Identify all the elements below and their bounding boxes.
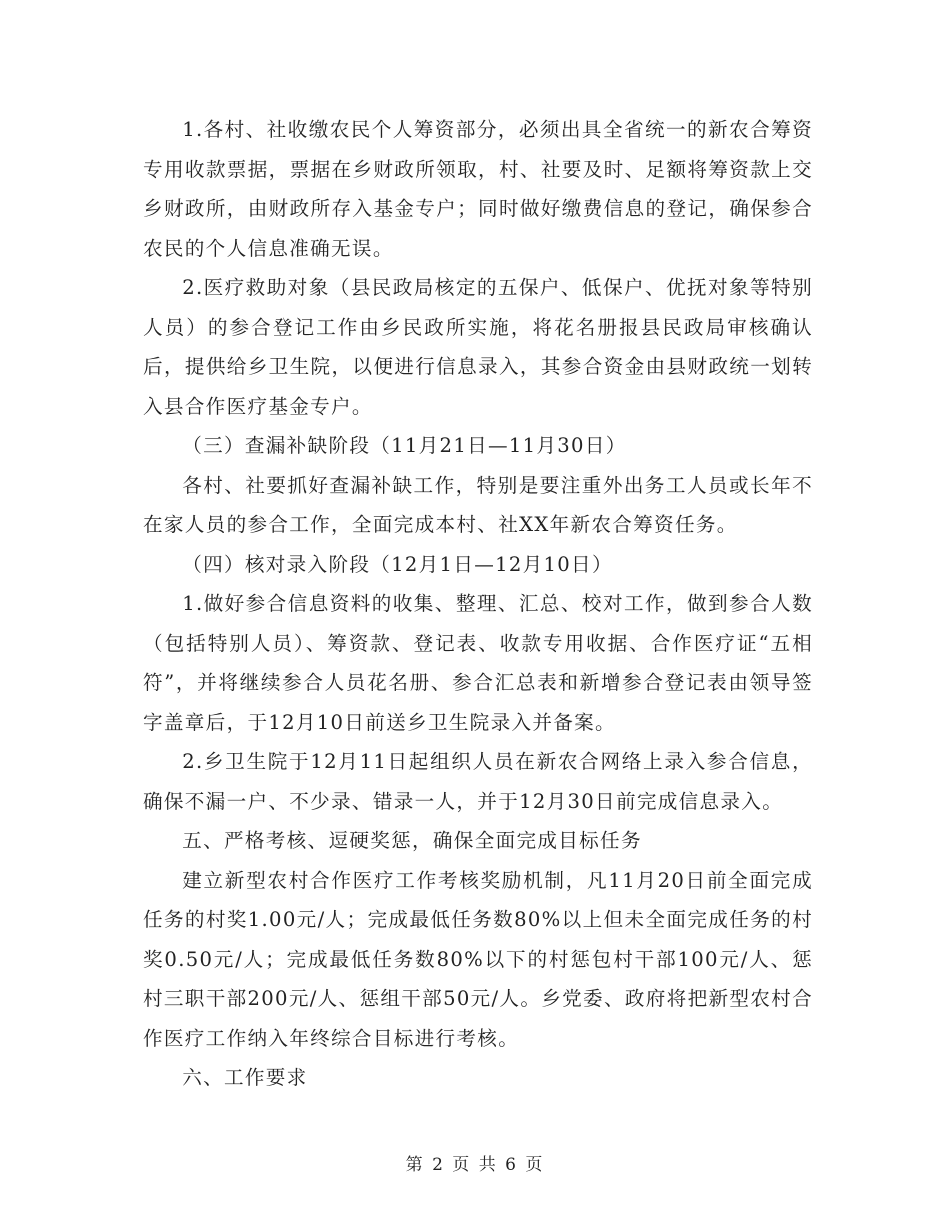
section-heading-assessment: 五、严格考核、逗硬奖惩，确保全面完成目标任务 (182, 829, 642, 852)
paragraph-check-fill: 各村、社要抓好查漏补缺工作，特别是要注重外出务工人员或长年不在家人员的参合工作，全面完成本村、社XX年新农合筹资任务。 (143, 473, 813, 536)
section-heading-work-requirements: 六、工作要求 (182, 1066, 308, 1089)
paragraph-collection-item-1: 1.各村、社收缴农民个人筹资部分，必须出具全省统一的新农合筹资专用收款票据，票据在乡财政所领取，村、社要及时、足额将筹资款上交乡财政所，由财政所存入基金专户；同时做好缴费信息的登记，确保参合农民的个人信息准确无误。 (143, 118, 813, 260)
document-body (143, 110, 813, 1098)
paragraph-medical-aid-item-2: 2.医疗救助对象（县民政局核定的五保户、低保户、优抚对象等特别人员）的参合登记工作由乡民政所实施，将花名册报县民政局审核确认后，提供给乡卫生院，以便进行信息录入，其参合资金由县财政统一划转入县合作医疗基金专户。 (143, 276, 813, 418)
paragraph-verify-item-1: 1.做好参合信息资料的收集、整理、汇总、校对工作，做到参合人数（包括特别人员）、筹资款、登记表、收款专用收据、合作医疗证“五相符”，并将继续参合人员花名册、参合汇总表和新增参合登记表由领导签字盖章后，于12月10日前送乡卫生院录入并备案。 (143, 592, 813, 734)
section-heading-check-fill: （三）查漏补缺阶段（11月21日—11月30日） (182, 434, 627, 457)
section-heading-verify-entry: （四）核对录入阶段（12月1日—12月10日） (182, 552, 613, 576)
paragraph-verify-item-2: 2.乡卫生院于12月11日起组织人员在新农合网络上录入参合信息，确保不漏一户、不少录、错录一人，并于12月30日前完成信息录入。 (143, 750, 813, 813)
paragraph-assessment: 建立新型农村合作医疗工作考核奖励机制，凡11月20日前全面完成任务的村奖1.00元/人；完成最低任务数80%以上但未全面完成任务的村奖0.50元/人；完成最低任务数80%以下的村惩包村干部100元/人、惩村三职干部200元/人、惩组干部50元/人。乡党委、政府将把新型农村合作医疗工作纳入年终综合目标进行考核。 (143, 868, 813, 1050)
page-number-footer: 第 2 页 共 6 页 (405, 1155, 545, 1175)
